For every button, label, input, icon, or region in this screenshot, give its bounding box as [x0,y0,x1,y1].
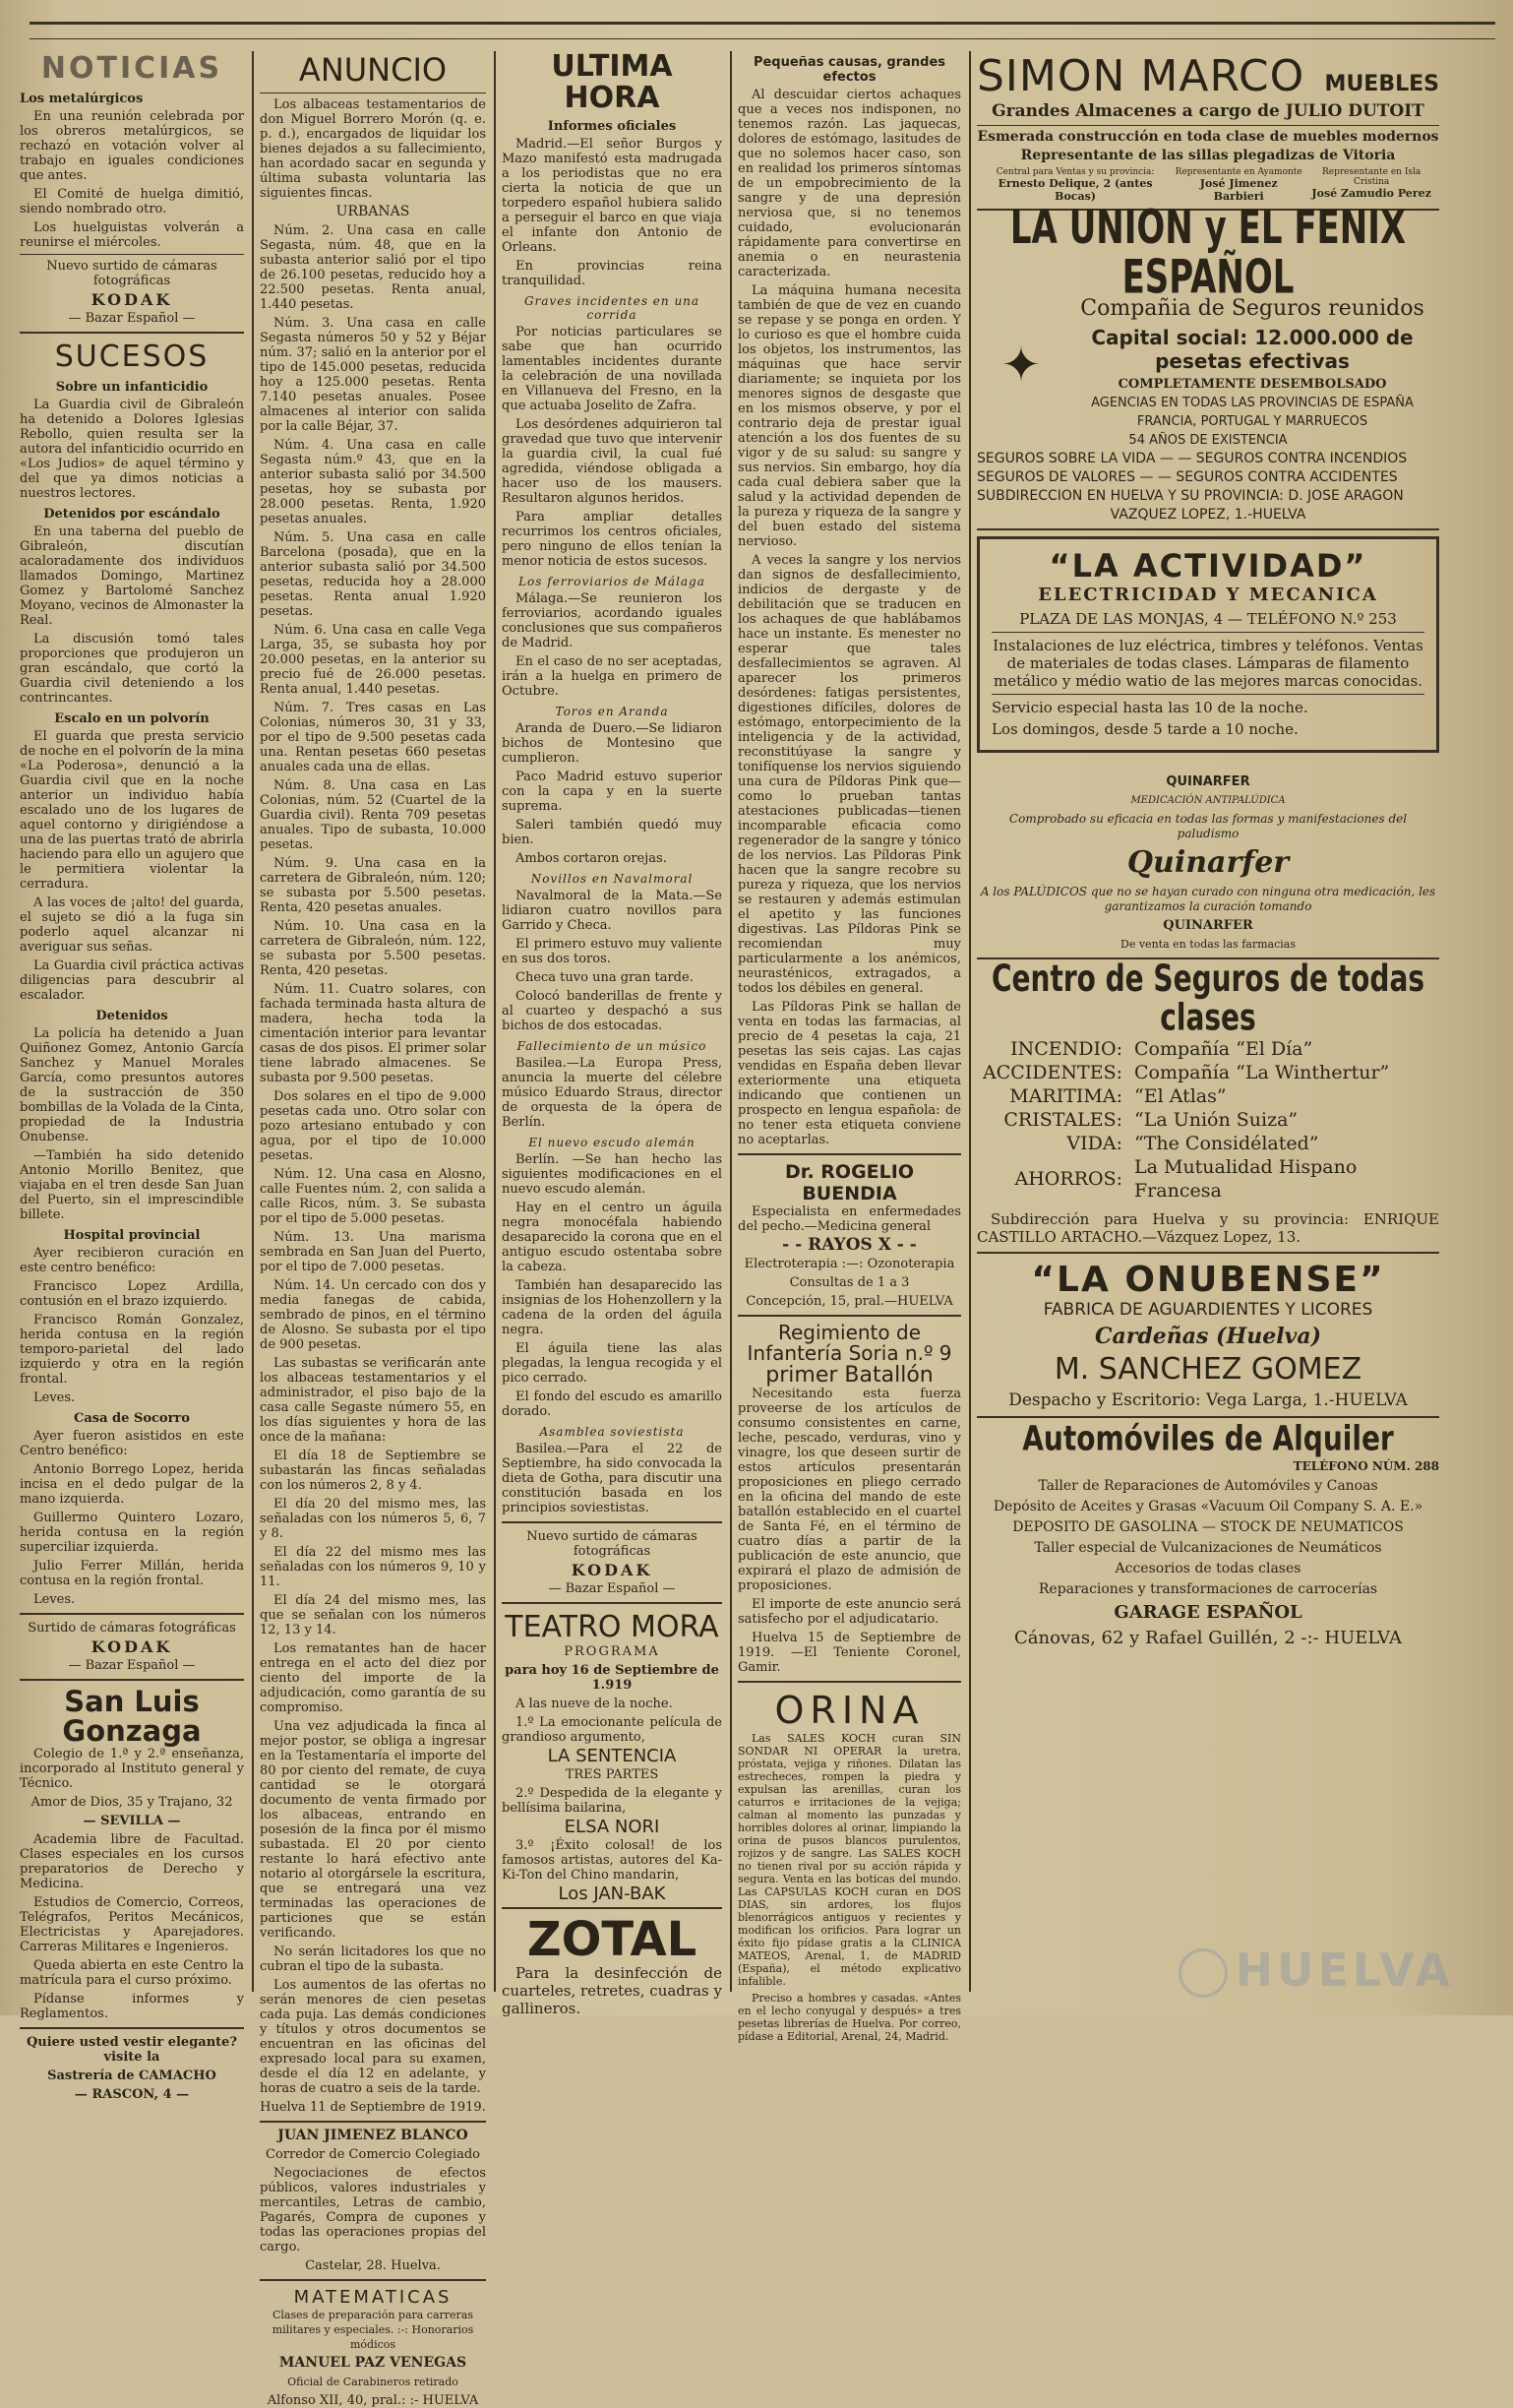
paragraph: Núm. 5. Una casa en calle Barcelona (posada), que en la anterior subasta salió por 34.500 pesetas, reducida hoy a 28.000 pesetas. Renta anual 1.920 pesetas. [260,530,486,619]
noticias-title: NOTICIAS [40,51,223,86]
paragraph: Núm. 7. Tres casas en Las Colonias, números 30, 31 y 33, por el tipo de 9.500 pesetas cada una. Rentan pesetas 660 pesetas anuales cada una de ellas. [260,701,486,774]
paragraph: Madrid.—El señor Burgos y Mazo manifestó esta madrugada a los periodistas que no era cierta la noticia de que un torpedero español hubiera salido a perseguir el barco en que viaja el infante don Antonio de Orleans. [502,137,722,255]
phoenix-emblem-icon: ✦ [1000,337,1042,393]
divider [20,332,244,334]
paragraph: MEDICACIÓN ANTIPALÚDICA [1130,795,1286,807]
paragraph: El águila tiene las alas plegadas, la lengua recogida y el pico cerrado. [502,1341,722,1386]
paragraph: Núm. 10. Una casa en la carretera de Gibraleón, núm. 122, se subasta por 5.500 pesetas. Renta, 420 pesetas. [260,919,486,978]
article-heading: Detenidos [95,1009,168,1023]
regimiento-subtitle: primer Batallón [765,1363,934,1388]
insurance-type: VIDA: [1066,1133,1122,1155]
divider [260,2279,486,2281]
article-heading: Los metalúrgicos [20,92,144,106]
insurance-type: MARITIMA: [1009,1085,1122,1108]
paragraph: Quiere usted vestir elegante? visite la [26,2034,238,2065]
paragraph: Núm. 4. Una casa en calle Segasta núm.º 43, que en la anterior subasta salió por 34.500 pesetas, hoy se subasta por 28.000 pesetas. Renta, 1.920 pesetas anuales. [260,438,486,526]
divider [992,694,1424,695]
insurance-company: Compañía “El Día” [1134,1038,1313,1061]
paragraph: Antonio Borrego Lopez, herida incisa en el dedo pulgar de la mano izquierda. [20,1462,244,1507]
paragraph: AGENCIAS EN TODAS LAS PROVINCIAS DE ESPAÑA [1091,396,1414,411]
watermark-text: HUELVA [1235,1943,1454,1997]
paragraph: Colegio de 1.ª y 2.ª enseñanza, incorporado al Instituto general y Técnico. [20,1746,244,1791]
column-noticias [20,51,244,2102]
paragraph: La máquina humana necesita también de que de vez en cuando se repase y se ponga en orden. Y lo curioso es que el hombre cuida los objetos, los instrumentos, las máquinas que hace servir diariamente; se inquieta por los menores signos de desgaste que en los mismos observe, y por el contrario deja de prestar igual atención a los dos fuentes de su vigor y de su salud: su sangre y sus nervios. Sin embargo, hoy día cada cual debiera saber que la salud y la actividad dependen de la pureza y riqueza de la sangre y del buen estado del sistema nervioso. [738,283,961,549]
quinarfer-ad [977,774,1439,952]
paragraph: Núm. 2. Una casa en calle Segasta, núm. 48, que en la subasta anterior salió por el tipo de 26.100 pesetas, reducido hoy a 22.500 pesetas. Renta anual, 1.440 pesetas. [260,223,486,312]
insurance-type: CRISTALES: [1003,1109,1122,1132]
kodak-ad-store: — Bazar Español — [548,1581,676,1596]
paragraph: Núm. 3. Una casa en calle Segasta números 50 y 52 y Béjar núm. 37; salió en la anterior por el tipo de 145.000 pesetas, reducida hoy a 125.000 pesetas. Renta 7.140 pesetas anuales. Posee almacenes al interior con salida por la calle Béjar, 37. [260,316,486,434]
divider [977,528,1439,530]
kodak-ad-line: Nuevo surtido de cámaras fotográficas [526,1529,697,1559]
paragraph: Cardeñas (Huelva) [1094,1324,1322,1350]
divider [502,1907,722,1909]
insurance-company: “La Unión Suiza” [1134,1109,1299,1132]
kodak-ad-brand: KODAK [91,1637,173,1656]
paragraph: Navalmoral de la Mata.—Se lidiaron cuatro novillos para Garrido y Checa. [502,889,722,933]
matematicas-name: MANUEL PAZ VENEGAS [278,2355,467,2371]
dancer-name: ELSA NORI [564,1817,660,1837]
zotal-title: ZOTAL [526,1912,697,1967]
column-pildoras [738,51,961,2044]
paragraph: Leves. [33,1592,76,1607]
divider [20,254,244,255]
divider [977,125,1439,126]
paragraph: Clases de preparación para carreras militares y especiales. :-: Honorarios módicos [272,2309,474,2351]
paragraph: — SEVILLA — [83,1813,181,1828]
paragraph: —También ha sido detenido Antonio Morillo Benitez, que viajaba en el tren desde San Juan del Puerto, sin el imprescindible billete. [20,1148,244,1222]
kodak-ad-store: — Bazar Español — [68,311,196,326]
paragraph: A las nueve de la noche. [515,1697,673,1711]
paragraph: Reparaciones y transformaciones de carrocerías [1038,1580,1378,1597]
divider [502,1602,722,1604]
divider [20,1613,244,1615]
article-heading: Casa de Socorro [74,1411,190,1426]
paragraph: TELÉFONO NÚM. 288 [1293,1458,1439,1473]
paragraph: El fondo del escudo es amarillo dorado. [502,1389,722,1419]
paragraph: El guarda que presta servicio de noche en el polvorín de la mina «La Poderosa», denunció a la Guardia civil que en la noche anterior un individuo había escalado uno de los lugares de aquel contorno y dirigiéndose a una de las puertas trató de abrirla haciendo para ello un agujero que le permitiera violentar la cerradura. [20,729,244,892]
column-anuncio [260,51,486,2408]
paragraph: Accesorios de todas clases [1115,1560,1301,1576]
paragraph: Núm. 12. Una casa en Alosno, calle Fuentes núm. 2, con salida a calle Ricos, núm. 3. Se subasta por el tipo de 5.000 pesetas. [260,1167,486,1226]
paragraph: Comprobado su eficacia en todas las formas y manifestaciones del paludismo [1008,812,1408,841]
paragraph: En una taberna del pueblo de Gibraleón, discutían acaloradamente dos individuos llamados Domingo, Martinez Gomez y Bartolomé Sanchez Moyano, vecinos de Almonaster la Real. [20,525,244,628]
buendia-name: Dr. ROGELIO BUENDIA [785,1161,914,1204]
paragraph: También han desaparecido las insignias de los Hohenzollern y la cadena de la orden del águila negra. [502,1278,722,1337]
paragraph: Núm. 11. Cuatro solares, con fachada terminada hasta altura de madera, hecha toda la cimentación interior para levantar casas de dos pisos. El primer solar tiene labrado almacenes. Se subasta por 9.500 pesetas. [260,982,486,1085]
insurance-company: “The Considélated” [1134,1133,1319,1155]
kodak-ad-line: Nuevo surtido de cámaras fotográficas [46,259,217,288]
teatro-title: TEATRO MORA [505,1610,719,1644]
paragraph: Núm. 14. Un cercado con dos y media fanegas de cabida, sembrado de pinos, en el término de Alosno. Se subasta por el tipo de 900 pesetas. [260,1278,486,1352]
paragraph: Los huelguistas volverán a reunirse el miércoles. [20,220,244,250]
paragraph: Las SALES KOCH curan SIN SONDAR NI OPERAR la uretra, próstata, vejiga y riñones. Dilatan las estrecheces, rompen la piedra y expulsan las arenillas, curan los caturros e irritaciones de la vejiga; calman al momento las punzadas y horribles dolores al orinar, limpiando la orina de pusos blancos purulentos, rojizos y de sangre. Las SALES KOCH no tienen rival por su acción rápida y segura. Venta en las boticas del mundo. Las CAPSULAS KOCH curan en DOS DIAS, sin ardores, los flujos blenorrágicos antiguos y recientes y modifican los orificios. Para lograr un éxito fijo pídase gratis a la CLINICA MATEOS, Arenal, 1, de MADRID (España), el método explicativo infalible. [738,1732,961,1989]
table-row [977,1061,1439,1084]
divider [502,1521,722,1523]
paragraph: Grandes Almacenes a cargo de JULIO DUTOIT [992,101,1424,121]
article-heading: Novillos en Navalmoral [530,872,694,886]
simon-marco-title: SIMON MARCO [977,51,1305,101]
article-heading: Los ferroviarios de Málaga [518,575,705,588]
article-heading: Detenidos por escándalo [43,507,220,522]
column-rule [730,51,732,1992]
paragraph: GARAGE ESPAÑOL [1114,1601,1302,1623]
paragraph: Academia libre de Facultad. Clases especiales en los cursos preparatorios de Derecho y Medicina. [20,1831,244,1891]
paragraph: Núm. 9. Una casa en la carretera de Gibraleón, núm. 120; se subasta por 5.500 pesetas. Renta, 420 pesetas anuales. [260,856,486,915]
anuncio-title: ANUNCIO [298,51,448,89]
paragraph: Castelar, 28. Huelva. [305,2258,441,2273]
paragraph: Queda abierta en este Centro la matrícula para el curso próximo. [20,1957,244,1988]
kodak-ad-line: Surtido de cámaras fotográficas [28,1621,236,1636]
article-heading: Asamblea soviestista [539,1425,685,1439]
insurance-company: La Mutualidad Hispano Francesa [1134,1156,1358,1203]
paragraph: Representante de las sillas plegadizas de Vitoria [1020,148,1396,163]
paragraph: Las subastas se verificarán ante los albaceas testamentarios y el administrador, el piso bajo de la casa calle Segaste número 55, en los días siguientes y hora de las once de la mañana: [260,1356,486,1445]
gonzaga-title: San Luis Gonzaga [62,1685,202,1749]
paragraph: Estudios de Comercio, Correos, Telégrafos, Peritos Mecánicos, Electricistas y Aparejadores. Carreras Militares e Ingenieros. [20,1894,244,1954]
paragraph: Basilea.—Para el 22 de Septiembre, ha sido convocada la dieta de Gotha, para discutir una constitución basada en los principios soviestistas. [502,1442,722,1515]
article-heading: El nuevo escudo alemán [528,1136,696,1149]
article-heading: Informes oficiales [547,119,677,134]
onubense-title: “LA ONUBENSE” [1031,1260,1385,1301]
paragraph: PLAZA DE LAS MONJAS, 4 — TELÉFONO N.º 253 [1019,610,1397,629]
paragraph: FRANCIA, PORTUGAL Y MARRUECOS [1136,414,1368,430]
paragraph: Despacho y Escritorio: Vega Larga, 1.-HUELVA [1008,1390,1408,1411]
insurance-type: ACCIDENTES: [983,1062,1122,1084]
paragraph: SUBDIRECCION EN HUELVA Y SU PROVINCIA: D. JOSE ARAGON [977,488,1404,505]
paragraph: VAZQUEZ LOPEZ, 1.-HUELVA [1110,507,1306,524]
paragraph: Núm. 13. Una marisma sembrada en San Juan del Puerto, por el tipo de 7.000 pesetas. [260,1230,486,1274]
paragraph: El Comité de huelga dimitió, siendo nombrado otro. [20,187,244,216]
article-heading: Fallecimiento de un músico [516,1039,707,1053]
paragraph: En una reunión celebrada por los obreros metalúrgicos, se rechazó en votación volver al trabajo en iguales condiciones que antes. [20,109,244,183]
divider [738,1153,961,1155]
paragraph: Ayer recibieron curación en este centro benéfico: [20,1246,244,1275]
table-row [977,1037,1439,1061]
kodak-ad-brand: KODAK [571,1561,653,1579]
paragraph: Taller de Reparaciones de Automóviles y Canoas [1038,1477,1378,1494]
paragraph: Consultas de 1 a 3 [789,1275,910,1290]
agent-name: Ernesto Delique, 2 (antes Bocas) [998,177,1153,203]
paragraph: Paco Madrid estuvo superior con la capa y en la suerte suprema. [502,770,722,814]
article-heading: Escalo en un polvorín [54,711,210,726]
paragraph: Checa tuvo una gran tarde. [515,970,694,985]
paragraph: Necesitando esta fuerza proveerse de los artículos de consumo consistentes en carne, leche, pescado, verduras, vino y vinagre, los que deseen surtir de estos artículos presentarán proposiciones en pliego cerrado en la oficina del mando de este batallón establecido en el cuartel de Santa Fé, en el término de cuatro días a partir de la publicación de este anuncio, que expirará el plazo de admisión de proposiciones. [738,1387,961,1594]
agent-name: José Jimenez Barbieri [1199,177,1278,203]
insurance-table [977,1037,1439,1203]
paragraph: Los aumentos de las ofertas no serán menores de cien pesetas cada puja. Las demás condiciones y títulos y otros documentos se encuentran en las oficinas del expresado local para su examen, desde el día 12 en adelante, y horas de cuatro a seis de la tarde. [260,1978,486,2096]
table-row [977,1132,1439,1155]
paragraph: Huelva 11 de Septiembre de 1919. [260,2100,486,2115]
paragraph: Especialista en enfermedades del pecho.—Medicina general [738,1204,961,1234]
table-row [977,1155,1439,1203]
sucesos-title: SUCESOS [54,340,210,374]
paragraph: A veces la sangre y los nervios dan signos de desfallecimiento, indicios de dergaste y de debilitación que se traducen en los achaques de que hablábamos hace un instante. Es menester no esperar que tales desfallecimientos se agraven. Al aparecer los primeros desórdenes: fatigas persistentes, digestiones difíciles, dolores de estómago, entorpecimiento de la inteligencia y de la actividad, reconstitúyase la sangre y tonifíquense los nervios siguiendo una cura de Píldoras Pink que—como lo prueban tantas atestaciones publicadas—tienen incomparable eficacia como regenerador de la sangre y tónico de los nervios. Las Píldoras Pink hacen que la sangre recobre su pureza y riqueza, que los nervios se restauren y además estimulan el apetito y las funciones digestivas. Las Píldoras Pink se recomiendan muy particularmente a los anémicos, neurasténicos, extragados, a todos los débiles en general. [738,553,961,996]
paragraph: FABRICA DE AGUARDIENTES Y LICORES [1043,1300,1373,1321]
paragraph: QUINARFER [1163,918,1253,934]
table-row [977,1108,1439,1132]
paragraph: 1.º La emocionante película de grandioso argumento, [502,1715,722,1745]
union-fenix-title: LA UNION y EL FENIX ESPAÑOL [1009,200,1407,305]
insurance-type: INCENDIO: [1010,1038,1122,1061]
paragraph: Los domingos, desde 5 tarde a 10 noche. [992,720,1299,739]
paragraph: Electroterapia :—: Ozonoterapia [744,1257,955,1271]
paragraph: PROGRAMA [564,1644,660,1659]
agent-name: José Zamudio Perez [1311,187,1431,200]
article-heading: Hospital provincial [63,1228,201,1243]
actividad-ad [977,536,1439,753]
paragraph: El importe de este anuncio será satisfecho por el adjudicatario. [738,1597,961,1628]
paragraph: El día 22 del mismo mes las señaladas con los números 9, 10 y 11. [260,1545,486,1589]
paragraph: Los desórdenes adquirieron tal gravedad que tuvo que intervenir la guardia civil, la cual fué agredida, viéndose obligada a hacer uso de los mausers. Resultaron algunos heridos. [502,417,722,506]
simon-marco-muebles: MUEBLES [1324,72,1439,96]
paragraph: La discusión tomó tales proporciones que produjeron un gran escándalo, que cortó la Guardia civil deteniendo a los contrincantes. [20,632,244,706]
insurance-type: AHORROS: [1014,1168,1122,1191]
paragraph: Alfonso XII, 40, pral.: :- HUELVA [267,2393,479,2408]
paragraph: El día 18 de Septiembre se subastarán las fincas señaladas con los números 2, 8 y 4. [260,1449,486,1493]
paragraph: Cánovas, 62 y Rafael Guillén, 2 -:- HUELVA [1014,1627,1402,1648]
union-capital: Capital social: 12.000.000 de pesetas efectivas [1091,326,1414,374]
paragraph: Francisco Román Gonzalez, herida contusa en la región temporo-parietal del lado izquierdo y otra en la región frontal. [20,1313,244,1387]
paragraph: A las voces de ¡alto! del guarda, el sujeto se dió a la fuga sin poderlo aquel alcanzar ni averiguar sus señas. [20,895,244,955]
article-heading: Graves incidentes en una corrida [523,294,700,322]
paragraph: El día 20 del mismo mes, las señaladas con los números 5, 6, 7 y 8. [260,1497,486,1541]
divider [738,1681,961,1683]
paragraph: Saleri también quedó muy bien. [502,818,722,847]
paragraph: Huelva 15 de Septiembre de 1919. —El Teniente Coronel, Gamir. [738,1631,961,1676]
paragraph: Una vez adjudicada la finca al mejor postor, se obliga a ingresar en la Testamentaría el importe del 80 por ciento del remate, de cuya cantidad se le otorgará documento de venta firmado por los albaceas, entrando en posesión de la finca por él mismo subastada. El 20 por ciento restante lo hará efectivo ante notario al otorgársele la escritura, que se entregará una vez terminadas las operaciones de particiones que se están verificando. [260,1719,486,1941]
table-row [977,1084,1439,1108]
paragraph: Ayer fueron asistidos en este Centro benéfico: [20,1429,244,1458]
orina-title: ORINA [774,1689,925,1733]
paragraph: Esmerada construcción en toda clase de muebles modernos [977,129,1439,145]
paragraph: Preciso a hombres y casadas. «Antes en el lecho conyugal y después» a tres pesetas librerías de Huelva. Por correo, pídase a Editorial, Arenal, 24, Madrid. [738,1992,961,2044]
insurance-company: “El Atlas” [1134,1085,1227,1108]
paragraph: Amor de Dios, 35 y Trajano, 32 [30,1794,233,1810]
paragraph: Taller especial de Vulcanizaciones de Neumáticos [1034,1539,1382,1556]
paragraph: Colocó banderillas de frente y al cuarteo y despachó a sus bichos de dos estocadas. [502,989,722,1033]
article-heading: Toros en Aranda [555,705,669,718]
paragraph: La Guardia civil práctica activas diligencias para descubrir al escalador. [20,958,244,1003]
paragraph: Para la desinfección de cuarteles, retretes, cuadras y gallineros. [502,1964,722,2018]
paragraph: para hoy 16 de Septiembre de 1.919 [505,1663,719,1693]
divider [20,2027,244,2029]
paragraph: Francisco Lopez Ardilla, contusión en el brazo izquierdo. [20,1279,244,1309]
divider [20,1679,244,1681]
actividad-title: “LA ACTIVIDAD” [1049,547,1367,586]
paragraph: Por noticias particulares se sabe que han ocurrido lamentables incidentes durante la celebración de una novillada en Villanueva del Fresno, en la que actuaba Joselito de Zafra. [502,325,722,413]
paragraph: Julio Ferrer Millán, herida contusa en la región frontal. [20,1559,244,1588]
matematicas-title: MATEMATICAS [293,2287,453,2308]
paragraph: El día 24 del mismo mes, las que se señalan con los números 12, 13 y 14. [260,1593,486,1637]
onubense-owner: M. SANCHEZ GOMEZ [1054,1352,1362,1388]
regimiento-title: Regimiento de Infantería Soria n.º 9 [747,1321,952,1365]
automoviles-title: Automóviles de Alquiler [1022,1417,1394,1459]
paragraph: Al descuidar ciertos achaques que a veces nos indisponen, no tenemos razón. Las jaquecas, dolores de estómago, lasitudes de que no solemos hacer caso, son en realidad los primeros síntomas de un empobrecimiento de la sangre y de una depresión nerviosa que, si no tenemos cuidado, evolucionarán rápidamente para convertirse en anemia o en neurastenia caracterizada. [738,88,961,279]
paragraph: Guillermo Quintero Lozaro, herida contusa en la región superciliar izquierda. [20,1511,244,1555]
paragraph: 54 AÑOS DE EXISTENCIA [1128,433,1288,449]
paragraph: SEGUROS SOBRE LA VIDA — — SEGUROS CONTRA INCENDIOS [977,451,1408,467]
paragraph: Depósito de Aceites y Grasas «Vacuum Oil Company S. A. E.» [993,1498,1423,1514]
divider [992,632,1424,633]
paragraph: Oficial de Carabineros retirado [287,2376,458,2388]
paragraph: Leves. [33,1390,76,1405]
paragraph: Los albaceas testamentarios de don Miguel Borrero Morón (q. e. p. d.), encargados de liquidar los bienes dejados a su fallecimiento, han acordado sacar en segunda y última subasta voluntaria las siguientes fincas. [260,97,486,201]
paragraph: QUINARFER [1166,774,1250,790]
paragraph: Pídanse informes y Reglamentos. [20,1991,244,2021]
paragraph: En el caso de no ser aceptadas, irán a la huelga en primero de Octubre. [502,654,722,699]
divider [260,2121,486,2123]
archive-watermark [1179,1944,1454,1999]
agent-label: Representante en Ayamonte [1175,167,1302,177]
paragraph: Núm. 6. Una casa en calle Vega Larga, 35, se subasta hoy por 20.000 pesetas, en la anterior su precio fué de 26.000 pesetas. Renta anual, 1.440 pesetas. [260,623,486,697]
agent-label: Representante en Isla Cristina [1322,167,1422,187]
paragraph: La Guardia civil de Gibraleón ha detenido a Dolores Iglesias Rebollo, quien resulta ser la autora del infanticidio ocurrido en «Los Judios» de aquel término y del que ya dimos noticias a nuestros lectores. [20,398,244,501]
paragraph: Para ampliar detalles recurrimos los centros oficiales, pero ninguno de ellos tenían la menor noticia de estos sucesos. [502,510,722,569]
paragraph: URBANAS [335,204,410,219]
paragraph: Concepción, 15, pral.—HUELVA [746,1294,953,1309]
paragraph: Dos solares en el tipo de 9.000 pesetas cada uno. Otro solar con pozo artesiano entubado y con agua, por el tipo de 10.000 pesetas. [260,1089,486,1163]
paragraph: SEGUROS DE VALORES — — SEGUROS CONTRA ACCIDENTES [977,469,1398,486]
paragraph: Hay en el centro un águila negra monocéfala habiendo desaparecido la corona que en el antiguo escudo ostentaba sobre la cabeza. [502,1201,722,1274]
agent-label: Central para Ventas y su provincia: [996,167,1155,177]
paragraph: No serán licitadores los que no cubran el tipo de la subasta. [260,1945,486,1974]
column-anuncios [977,51,1439,1996]
paragraph: COMPLETAMENTE DESEMBOLSADO [1118,377,1387,393]
paragraph: Las Píldoras Pink se hallan de venta en todas las farmacias, al precio de 4 pesetas la caja, 21 pesetas las seis cajas. Las cajas vendidas en España deben llevar exteriormente una etiqueta indicando que contienen un prospecto en lengua española: de no tener esta etiqueta conviene no aceptarlas. [738,1000,961,1147]
divider [977,1252,1439,1254]
paragraph: A los PALÚDICOS que no se hayan curado con ninguna otra medicación, les garantizamos la curación tomando [980,885,1436,914]
paragraph: ELECTRICIDAD Y MECANICA [1038,585,1378,606]
paragraph: Núm. 8. Una casa en Las Colonias, núm. 52 (Cuartel de la Guardia civil). Renta 709 pesetas anuales. Tipo de subasta, 10.000 pesetas. [260,778,486,852]
centro-seguros-title: Centro de Seguros de todas clases [991,957,1425,1040]
masthead-rule [30,22,1495,39]
paragraph: 3.º ¡Éxito colosal! de los famosos artistas, autores del Ka-Ki-Ton del Chino mandarin, [502,1838,722,1883]
paragraph: Servicio especial hasta las 10 de la noche. [992,699,1308,717]
insurance-company: Compañía “La Winthertur” [1134,1062,1390,1084]
paragraph: — RASCON, 4 — [74,2086,190,2102]
paragraph: Málaga.—Se reunieron los ferroviarios, acordando iguales conclusiones que sus compañeros de Madrid. [502,591,722,650]
paragraph: Negociaciones de efectos públicos, valores industriales y mercantiles, Letras de cambio, Pagarés, Compra de cupones y todas las operaciones propias del cargo. [260,2166,486,2254]
pildoras-title: Pequeñas causas, grandes efectos [753,55,946,85]
rayos-label: - - RAYOS X - - [782,1235,917,1255]
kodak-ad-brand: KODAK [91,290,173,309]
paragraph: Berlín. —Se han hecho las siguientes modificaciones en el nuevo escudo alemán. [502,1152,722,1197]
seal-icon [1179,1948,1228,1998]
column-rule [969,51,971,1992]
paragraph: En provincias reina tranquilidad. [502,259,722,288]
paragraph: Corredor de Comercio Colegiado [266,2147,480,2162]
paragraph: Basilea.—La Europa Press, anuncia la muerte del célebre músico Eduardo Straus, director de orquesta de la ópera de Berlín. [502,1056,722,1130]
ultima-hora-title: ULTIMA HORA [551,49,673,115]
paragraph: Ambos cortaron orejas. [515,851,667,866]
paragraph: Instalaciones de luz eléctrica, timbres y teléfonos. Ventas de materiales de todas clases. Lámparas de filamento metálico y médio watio de las mejores marcas conocidas. [993,637,1423,691]
act-name: Los JAN-BAK [558,1883,666,1904]
paragraph: 2.º Despedida de la elegante y bellísima bailarina, [502,1786,722,1816]
paragraph: De venta en todas las farmacias [1120,938,1296,952]
paragraph: DEPOSITO DE GASOLINA — STOCK DE NEUMATICOS [1012,1518,1404,1535]
kodak-ad-store: — Bazar Español — [68,1658,196,1673]
paragraph: Los rematantes han de hacer entrega en el acto del diez por ciento del importe de la adjudicación, como garantía de su compromiso. [260,1641,486,1715]
column-rule [494,51,496,1992]
article-heading: Sobre un infanticidio [55,380,209,395]
paragraph: Compañia de Seguros reunidos [1080,296,1424,322]
paragraph: La policía ha detenido a Juan Quiñonez Gomez, Antonio García Sanchez y Manuel Morales García, como presuntos autores de la sustracción de 350 bombillas de la Volada de la Cinta, propiedad de la Industria Onubense. [20,1026,244,1144]
column-rule [252,51,254,1992]
paragraph: El primero estuvo muy valiente en sus dos toros. [502,937,722,966]
jimenez-name: JUAN JIMENEZ BLANCO [277,2128,468,2143]
column-ultima-hora [502,49,722,2018]
paragraph: Aranda de Duero.—Se lidiaron bichos de Montesino que cumplieron. [502,721,722,766]
paragraph: Subdirección para Huelva y su provincia: ENRIQUE CASTILLO ARTACHO.—Vázquez Lopez, 13. [977,1210,1439,1247]
paragraph: Sastrería de CAMACHO [47,2068,216,2083]
paragraph: TRES PARTES [565,1767,659,1782]
film-title: LA SENTENCIA [547,1746,677,1766]
quinarfer-name: Quinarfer [1126,845,1290,881]
divider [738,1315,961,1317]
